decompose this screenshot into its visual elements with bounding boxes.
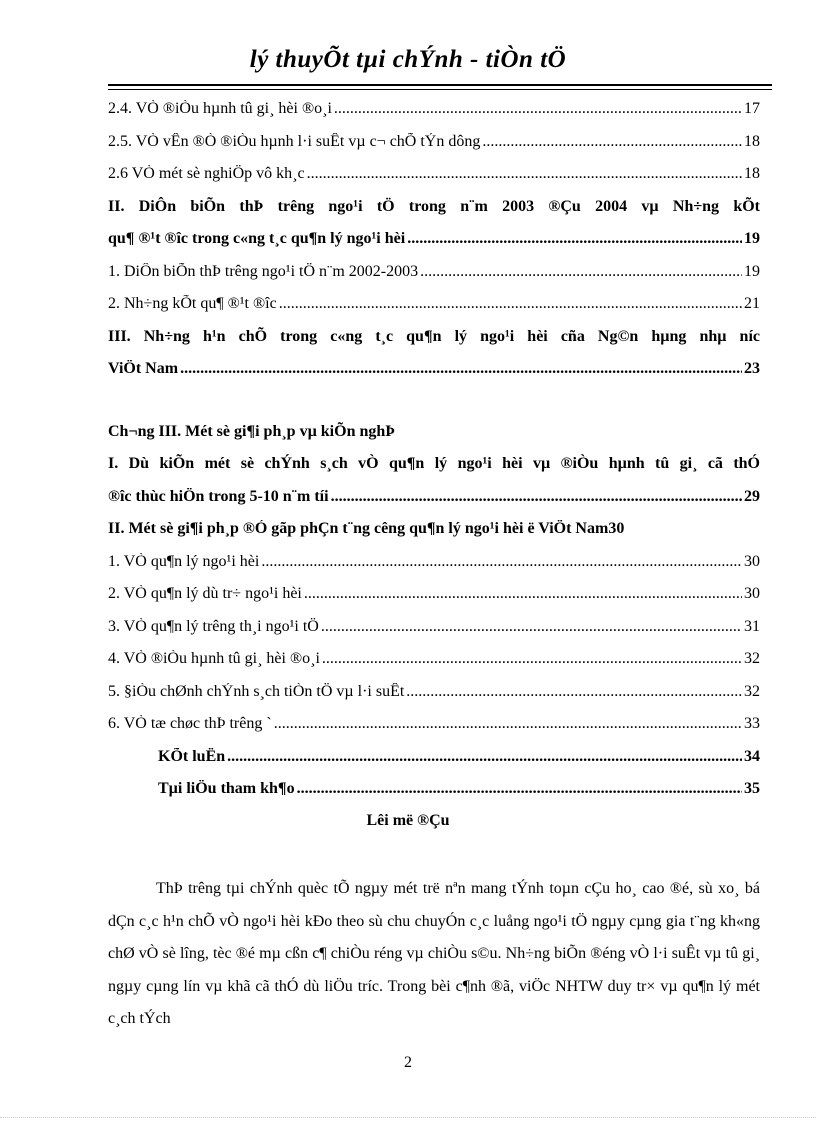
toc-entry[interactable] — [108, 100, 760, 133]
toc-leader-dots — [321, 618, 742, 636]
toc-entry-label: Tµi liÖu tham kh¶o — [158, 780, 295, 797]
toc-leader-dots — [334, 100, 742, 118]
page-number: 2 — [404, 1054, 412, 1071]
toc-leader-dots — [420, 263, 742, 281]
chapter-heading[interactable]: Ch¬ng III. Mét sè gi¶i ph¸p vµ kiÕn nghÞ — [108, 422, 396, 440]
toc-entry-label: 3. VÒ qu¶n lý trêng th¸i ngo¹i tÖ — [108, 617, 319, 635]
toc-entry-page: 29 — [744, 487, 760, 505]
toc-entry[interactable] — [108, 585, 760, 618]
toc-leader-dots — [331, 488, 742, 506]
toc-entry[interactable] — [108, 553, 760, 586]
toc-entry-page: 19 — [744, 262, 760, 280]
toc-entry-label: 1. VÒ qu¶n lý ngo¹i hèi — [108, 552, 260, 570]
toc-entry-label: 2.4. VÒ ®iÒu hµnh tû gi¸ hèi ®o¸i — [108, 100, 332, 117]
toc-entry-label: II. Mét sè gi¶i ph¸p ®Ó gãp phÇn t¨ng cêng qu¶n lý ngo¹i hèi ë ViÖt Nam — [108, 520, 609, 537]
toc-entry[interactable] — [108, 683, 760, 716]
toc-entry[interactable] — [108, 360, 760, 393]
toc-entry-heading-line[interactable]: II. DiÔn biÕn thÞ trêng ngo¹i tÖ trong n¨m 2003 ®Çu 2004 vµ Nh÷ng kÕt — [108, 197, 760, 215]
toc-leader-dots — [279, 295, 742, 313]
header-rule-thin — [108, 89, 772, 90]
toc-leader-dots — [482, 133, 742, 151]
toc-entry-page: 18 — [744, 165, 760, 182]
toc-entry[interactable] — [108, 133, 760, 166]
header-rule-thick — [108, 84, 772, 86]
toc-entry[interactable] — [108, 230, 760, 263]
toc-leader-dots — [307, 165, 742, 183]
toc-entry-heading-line[interactable]: I. Dù kiÕn mét sè chÝnh s¸ch vÒ qu¶n lý ngo¹i hèi vµ ®iÒu hµnh tû gi¸ cã thÓ — [108, 455, 760, 472]
toc-entry[interactable] — [108, 520, 760, 553]
toc-entry-label: 1. DiÔn biÕn thÞ trêng ngo¹i tÖ n¨m 2002-2003 — [108, 262, 419, 280]
toc-leader-dots — [304, 585, 742, 603]
toc-entry-page: 34 — [744, 747, 760, 765]
toc-entry-page: 17 — [744, 100, 760, 117]
toc-entry[interactable] — [108, 650, 760, 683]
toc-entry[interactable] — [108, 165, 760, 198]
toc-leader-dots — [407, 230, 742, 248]
toc-leader-dots — [297, 780, 742, 798]
toc-entry-label: 2. VÒ qu¶n lý dù tr÷ ngo¹i hèi — [108, 585, 302, 602]
toc-entry-page: 18 — [744, 132, 760, 150]
toc-entry[interactable] — [108, 618, 760, 651]
toc-entry-label: 2.6 VÒ mét sè nghiÖp vô kh¸c — [108, 165, 305, 182]
toc-entry-label: 4. VÒ ®iÒu hµnh tû gi¸ hèi ®o¸i — [108, 650, 320, 667]
toc-entry-heading-line[interactable]: III. Nh÷ng h¹n chÕ trong c«ng t¸c qu¶n lý ngo¹i hèi cña Ng©n hµng nhµ níc — [108, 327, 760, 345]
toc-leader-dots — [322, 650, 742, 668]
toc-entry-label: ViÖt Nam — [108, 360, 179, 377]
page-bottom-edge — [0, 1117, 816, 1118]
toc-entry-page: 31 — [744, 617, 760, 635]
introduction-heading: Lêi më ®Çu — [366, 812, 450, 829]
toc-entry-references[interactable] — [108, 780, 760, 813]
toc-entry-page: 19 — [744, 230, 760, 247]
toc-entry-label: ®îc thùc hiÖn trong 5-10 n¨m tíi — [108, 487, 329, 505]
toc-entry-label: 6. VÒ tæ chøc thÞ trêng ` — [108, 715, 272, 732]
toc-leader-dots — [180, 360, 742, 378]
toc-entry-page: 30 — [744, 585, 760, 602]
toc-leader-dots — [261, 553, 742, 571]
toc-leader-dots — [406, 683, 742, 701]
toc-leader-dots — [227, 748, 742, 766]
toc-entry[interactable] — [108, 295, 760, 328]
toc-entry-label: KÕt luËn — [158, 747, 226, 765]
toc-entry[interactable] — [108, 263, 760, 296]
toc-entry-conclusion[interactable] — [108, 748, 760, 781]
toc-entry-label: qu¶ ®¹t ®îc trong c«ng t¸c qu¶n lý ngo¹i hèi — [108, 230, 406, 247]
table-of-contents — [108, 100, 760, 813]
toc-entry-label: 5. §iÒu chØnh chÝnh s¸ch tiÒn tÖ vµ l·i suÊt — [108, 682, 405, 700]
toc-entry-page: 33 — [744, 715, 760, 732]
introduction-paragraph: ThÞ trêng tµi chÝnh quèc tÕ ngµy mét trë nªn mang tÝnh toµn cÇu ho¸ cao ®é, sù xo¸ bá dÇn c¸c h¹n chÕ vÒ ngo¹i hèi kÐo theo sù chu chuyÓn c¸c luång ngo¹i tÖ ngµy cµng gia t¨ng kh«ng chØ vÒ sè lîng, tèc ®é mµ cßn c¶ chiÒu réng vµ chiÒu s©u. Nh÷ng biÕn ®éng vÒ l·i suÊt vµ tû gi¸ ngµy cµng lín vµ khã cã thÓ dù liÖu tríc. Trong bèi c¶nh ®ã, viÖc NHTW duy tr× vµ qu¶n lý mét c¸ch tÝch — [108, 880, 760, 1027]
toc-entry[interactable] — [108, 488, 760, 521]
introduction-body — [108, 873, 760, 1036]
toc-entry-page: 30 — [608, 520, 625, 537]
toc-entry-label: 2. Nh÷ng kÕt qu¶ ®¹t ®îc — [108, 295, 277, 312]
toc-entry-page: 35 — [744, 780, 760, 797]
toc-entry-page: 30 — [744, 552, 760, 570]
toc-entry-page: 32 — [744, 682, 760, 700]
toc-entry-page: 23 — [744, 360, 760, 377]
toc-entry-page: 32 — [744, 650, 760, 667]
toc-leader-dots — [274, 715, 742, 733]
toc-entry-label: 2.5. VÒ vÊn ®Ò ®iÒu hµnh l·i suÊt vµ c¬ chÕ tÝn dông — [108, 132, 481, 150]
running-header-title: lý thuyÕt tµi chÝnh - tiÒn tÖ — [249, 46, 567, 73]
toc-entry-page: 21 — [744, 295, 760, 312]
toc-entry[interactable] — [108, 715, 760, 748]
toc-spacer — [108, 393, 760, 423]
